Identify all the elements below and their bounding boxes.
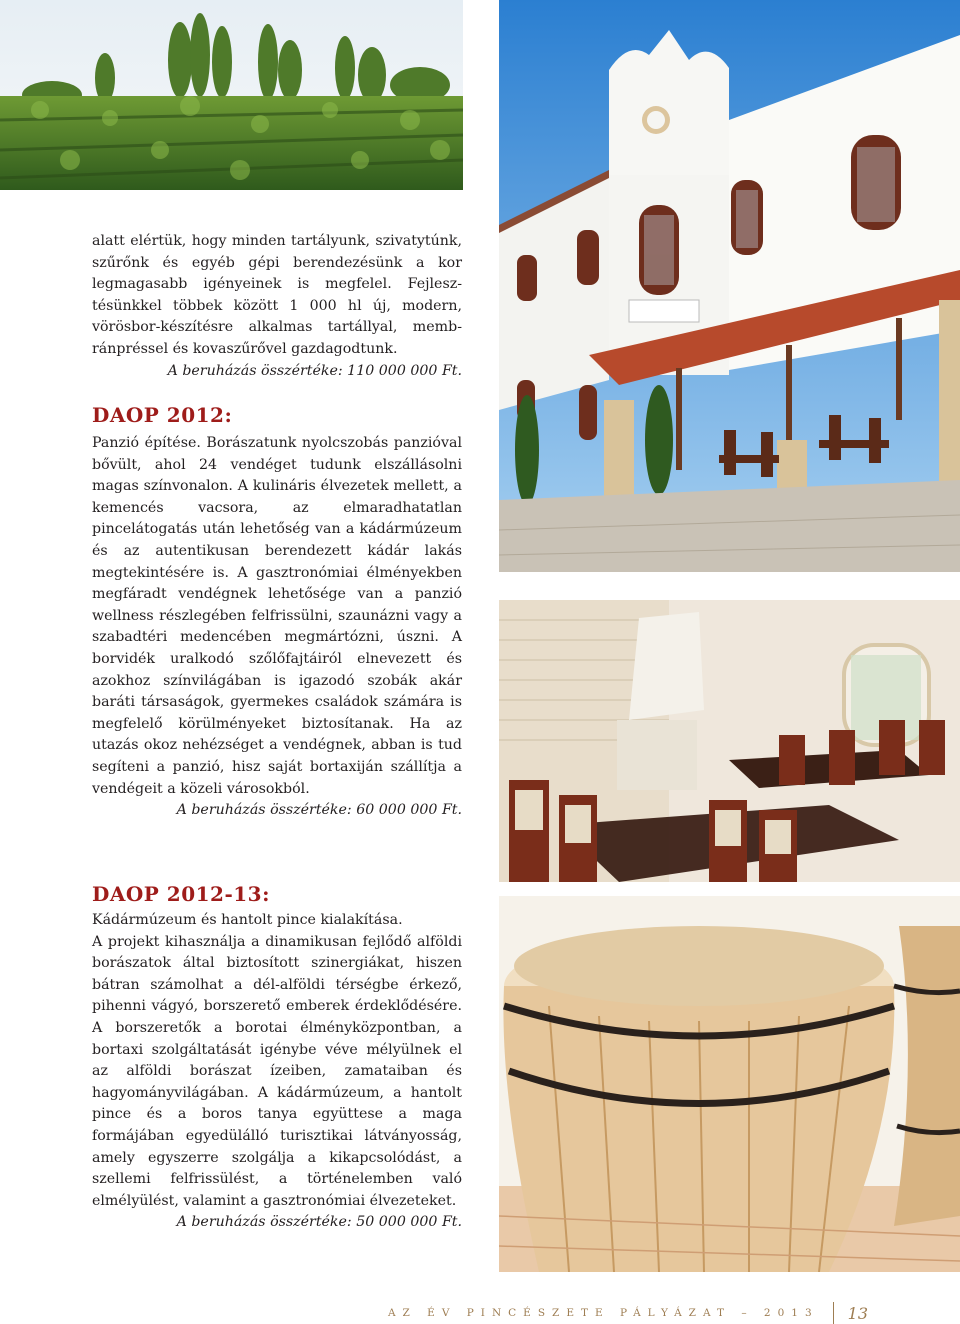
page-footer xyxy=(388,1302,868,1324)
daop-2012-subtitle: Panzió építése. xyxy=(92,435,201,451)
guesthouse-photo xyxy=(499,0,960,572)
intro-paragraph: alatt elértük, hogy minden tartályunk, szivatytúnk, szűrőnk és egyéb gépi berendezésünk a kor legmagasabb igényeinek is megfelel. Fejlesztésünkkel többek között 1 000 hl új, modern, vörösbor-készítésre alkalmas tartállyal, membránpréssel és kovaszűrővel gazdagodtunk. xyxy=(92,233,462,357)
daop-2012-body: Borászatunk nyolcszobás panzióval bővült, ahol 24 vendéget tudunk elszállásolni magas színvonalon. A kulináris élvezetek mellett, a kemencés vacsora, az elmaradhatatlan pincelátogatás után lehetőség van a kádármúzeum és az autentikusan berendezett kádár lakás megtekintésére is. A gasztronómiai élményekben megfáradt vendégnek lehetősége van a panzió wellness részlegében felfrissülni, szaunázni vagy a szabadtéri medencében megmártózni, úszni. A borvidék uralkodó szőlőfajtáiról elnevezett és azokhoz színvilágában is igazodó szobák akár baráti társaságok, gyermekes családok számára is megfelelő körülményeket biztosítanak. Ha az utazás okoz nehézséget a vendégnek, abban is tud segíteni a panzió, hisz saját bortaxiján szállítja a vendégeit a közeli városokból. xyxy=(92,435,462,797)
magazine-title: AZ ÉV PINCÉSZETE PÁLYÁZAT – 2013 xyxy=(387,1307,819,1319)
daop-2012-section xyxy=(92,403,462,822)
intro-investment-value: A beruházás összértéke: 110 000 000 Ft. xyxy=(167,362,462,379)
daop-2012-heading: DAOP 2012: xyxy=(92,403,233,427)
dining-room-photo xyxy=(499,600,960,882)
daop-2012-13-subtitle: Kádármúzeum és hantolt pince kialakítása. xyxy=(92,912,403,928)
daop-2012-paragraph xyxy=(92,433,462,800)
daop-2012-13-section xyxy=(92,882,462,1234)
barrels-photo xyxy=(499,896,960,1272)
daop-2012-13-heading: DAOP 2012-13: xyxy=(92,882,270,906)
page-number: 13 xyxy=(847,1303,868,1323)
daop-2012-13-paragraph: A projekt kihasználja a dinamikusan fejlődő alföldi borászatok által biztosított szinergiákat, hiszen bátran számolhat a dél-alföldi térségbe érkező, pihenni vágyó, borszerető emberek érdeklődésére. A borszeretők a borotai élményközpontban, a bortaxi szolgáltatását igénybe véve mélyülnek el az alföldi borászat ízeiben, zamataiban és hagyományvilágában. A kádármúzeum, a hantolt pince és a boros tanya együttese a maga formájában egyedülálló turisztikai látványosság, amely egyszerre szolgálja a kikapcsolódást, a szellemi felfrissülést, a történelemben való elmélyülést, valamint a gasztronómiai élvezeteket. xyxy=(92,933,462,1209)
daop-2012-13-investment-value: A beruházás összértéke: 50 000 000 Ft. xyxy=(176,1214,462,1231)
intro-section xyxy=(92,231,462,382)
vineyard-photo xyxy=(0,0,463,190)
footer-divider xyxy=(833,1302,834,1324)
daop-2012-investment-value: A beruházás összértéke: 60 000 000 Ft. xyxy=(176,802,462,819)
